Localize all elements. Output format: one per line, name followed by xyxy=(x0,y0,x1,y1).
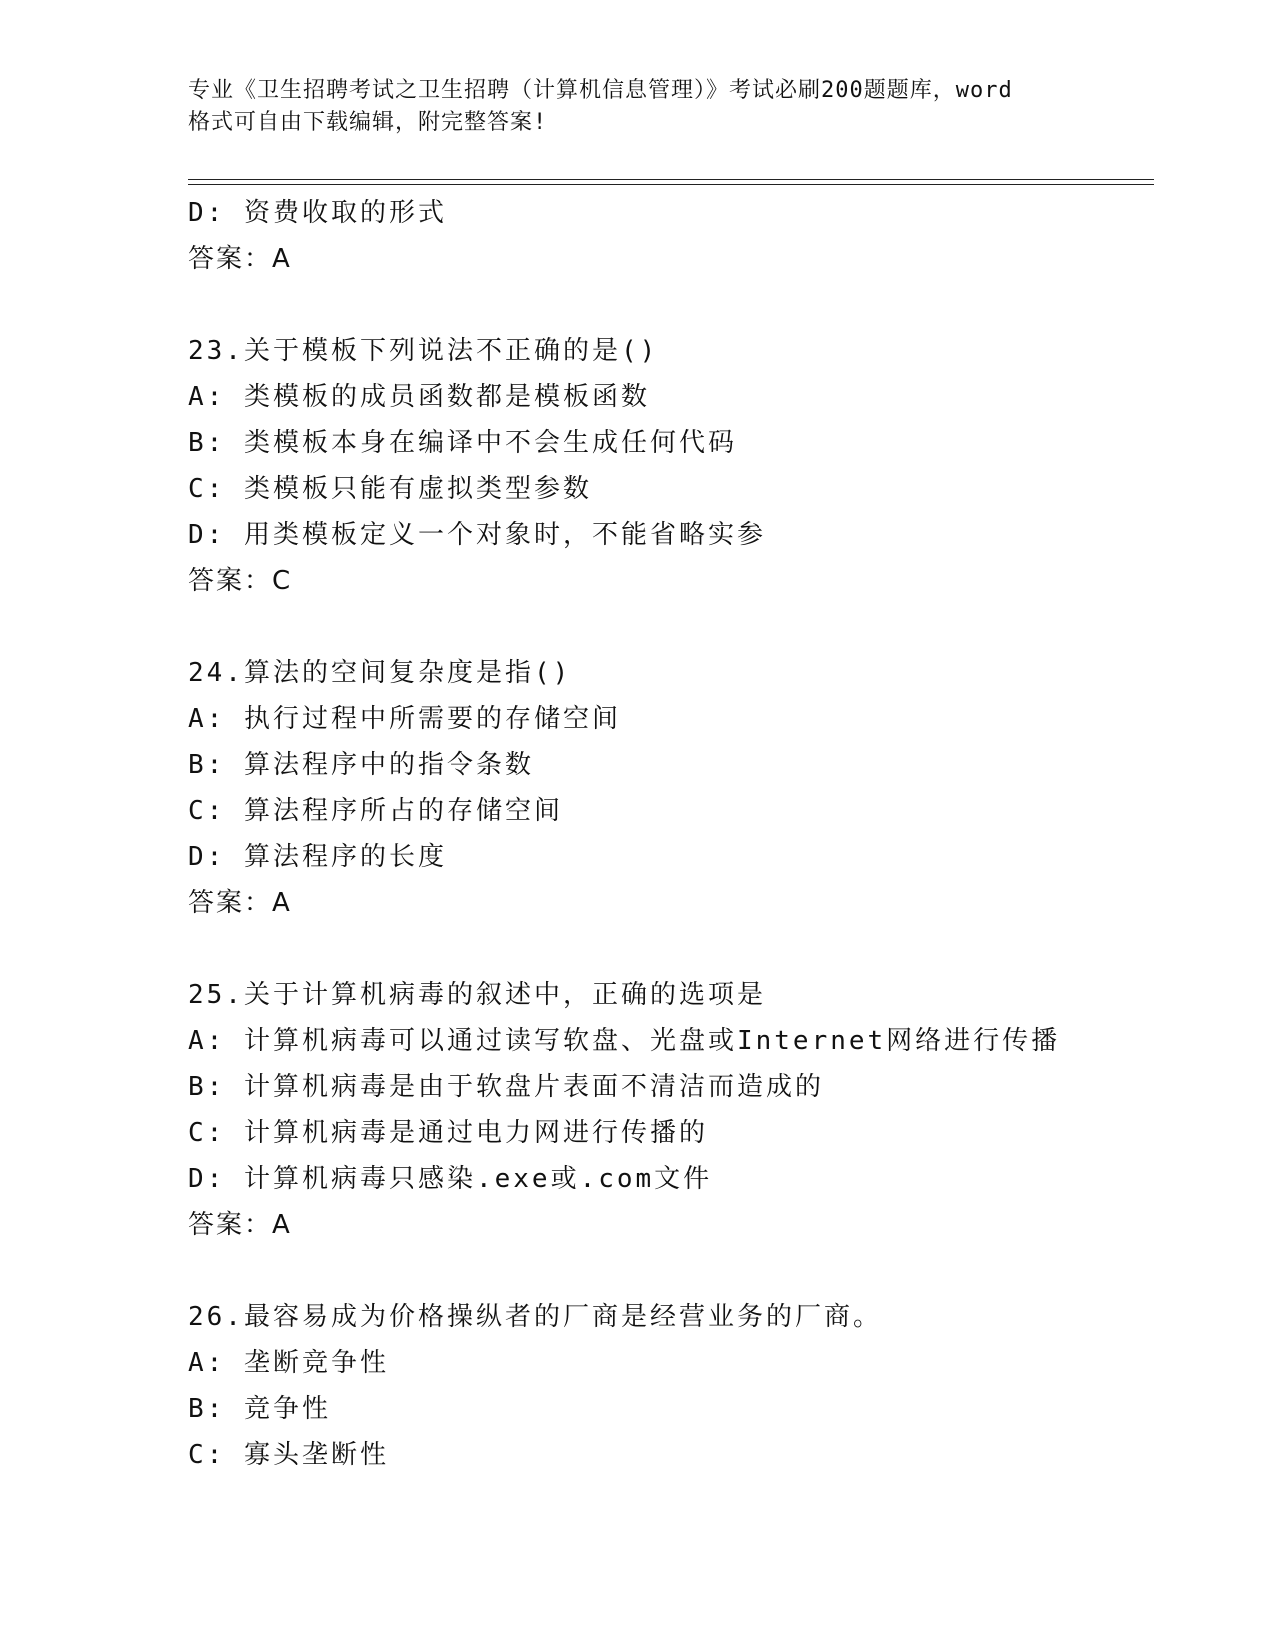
header-divider-bottom xyxy=(188,184,1154,185)
answer: 答案：C xyxy=(188,566,293,596)
option-b: B: 算法程序中的指令条数 xyxy=(188,750,534,780)
option-d: D: 资费收取的形式 xyxy=(188,198,447,228)
question-24 xyxy=(188,650,1148,926)
spacer xyxy=(188,604,1148,650)
option-d: D: 用类模板定义一个对象时，不能省略实参 xyxy=(188,520,766,550)
option-c: C: 寡头垄断性 xyxy=(188,1440,389,1470)
option-a: A: 执行过程中所需要的存储空间 xyxy=(188,704,621,734)
question-title: 24.算法的空间复杂度是指() xyxy=(188,658,572,688)
header-line-1: 专业《卫生招聘考试之卫生招聘（计算机信息管理）》考试必刷200题题库，word xyxy=(188,78,1013,103)
option-a: A: 计算机病毒可以通过读写软盘、光盘或Internet网络进行传播 xyxy=(188,1026,1061,1056)
question-23 xyxy=(188,328,1148,604)
option-c: C: 计算机病毒是通过电力网进行传播的 xyxy=(188,1118,708,1148)
option-d: D: 算法程序的长度 xyxy=(188,842,447,872)
option-a: A: 类模板的成员函数都是模板函数 xyxy=(188,382,650,412)
answer: 答案：A xyxy=(188,1210,292,1240)
spacer xyxy=(188,926,1148,972)
option-c: C: 算法程序所占的存储空间 xyxy=(188,796,563,826)
spacer xyxy=(188,282,1148,328)
option-a: A: 垄断竞争性 xyxy=(188,1348,389,1378)
option-b: B: 类模板本身在编译中不会生成任何代码 xyxy=(188,428,737,458)
previous-question-tail xyxy=(188,190,1148,282)
header-divider-top xyxy=(188,179,1154,180)
document-header xyxy=(188,75,1088,139)
question-title: 23.关于模板下列说法不正确的是() xyxy=(188,336,659,366)
question-25 xyxy=(188,972,1148,1248)
answer: 答案：A xyxy=(188,244,292,274)
option-d: D: 计算机病毒只感染.exe或.com文件 xyxy=(188,1164,713,1194)
option-b: B: 竞争性 xyxy=(188,1394,331,1424)
question-title: 25.关于计算机病毒的叙述中，正确的选项是 xyxy=(188,980,766,1010)
question-title: 26.最容易成为价格操纵者的厂商是经营业务的厂商。 xyxy=(188,1302,882,1332)
question-26 xyxy=(188,1294,1148,1478)
option-c: C: 类模板只能有虚拟类型参数 xyxy=(188,474,592,504)
option-b: B: 计算机病毒是由于软盘片表面不清洁而造成的 xyxy=(188,1072,824,1102)
spacer xyxy=(188,1248,1148,1294)
header-line-2: 格式可自由下载编辑，附完整答案! xyxy=(188,110,548,135)
answer: 答案：A xyxy=(188,888,292,918)
question-list xyxy=(188,190,1148,1478)
